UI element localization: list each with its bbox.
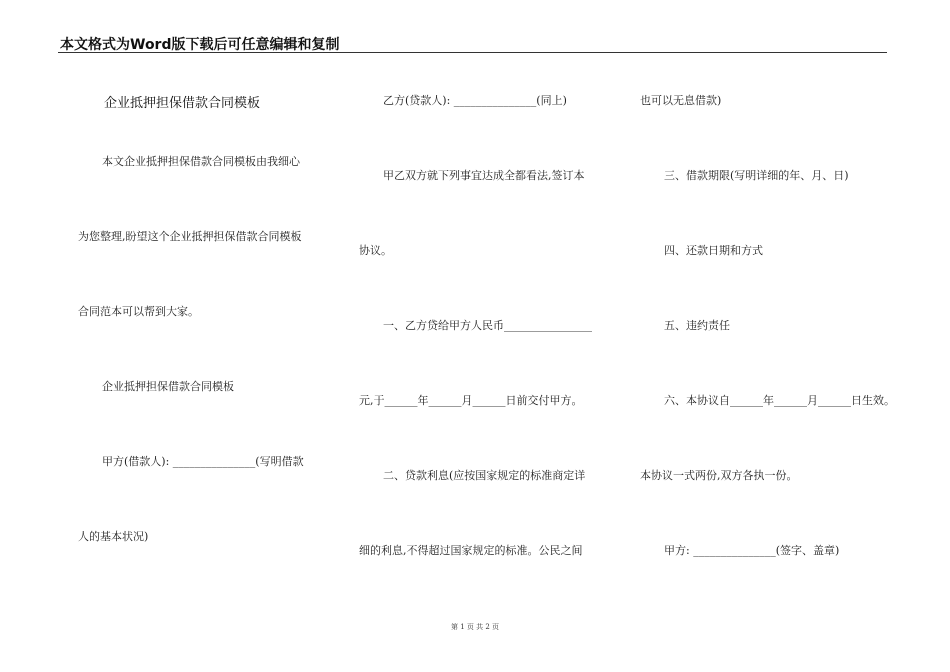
- column2-line: 甲乙双方就下列事宜达成全都看法,签订本: [383, 169, 585, 182]
- column1-line: 为您整理,盼望这个企业抵押担保借款合同模板: [78, 230, 302, 243]
- column3-line: 也可以无息借款): [640, 94, 722, 107]
- document-header: 本文格式为Word版下载后可任意编辑和复制: [60, 37, 340, 53]
- column2-line: 乙方(贷款人): _______________(同上): [383, 94, 567, 107]
- column1-line: 甲方(借款人): _______________(写明借款: [102, 455, 304, 468]
- column3-line: 甲方: _______________(签字、盖章): [664, 544, 840, 557]
- column1-line: 合同范本可以帮到大家。: [78, 305, 199, 318]
- column3-line: 六、本协议自______年______月______日生效。: [664, 394, 895, 407]
- column3-line: 五、违约责任: [664, 319, 730, 332]
- column2-line: 二、贷款利息(应按国家规定的标准商定详: [383, 469, 586, 482]
- column1-line: 企业抵押担保借款合同模板: [102, 380, 234, 393]
- column2-line: 协议。: [359, 244, 392, 257]
- column3-line: 本协议一式两份,双方各执一份。: [640, 469, 798, 482]
- column3-line: 三、借款期限(写明详细的年、月、日): [664, 169, 849, 182]
- column2-line: 一、乙方贷给甲方人民币________________: [383, 319, 592, 332]
- column2-line: 元,于______年______月______日前交付甲方。: [359, 394, 583, 407]
- column1-line: 人的基本状况): [78, 530, 149, 543]
- column1-line: 本文企业抵押担保借款合同模板由我细心: [102, 155, 300, 168]
- header-divider: [58, 52, 887, 53]
- column2-line: 细的利息,不得超过国家规定的标准。公民之间: [359, 544, 583, 557]
- document-title: 企业抵押担保借款合同模板: [104, 96, 261, 111]
- column3-line: 四、还款日期和方式: [664, 244, 763, 257]
- page-number: 第 1 页 共 2 页: [450, 623, 500, 631]
